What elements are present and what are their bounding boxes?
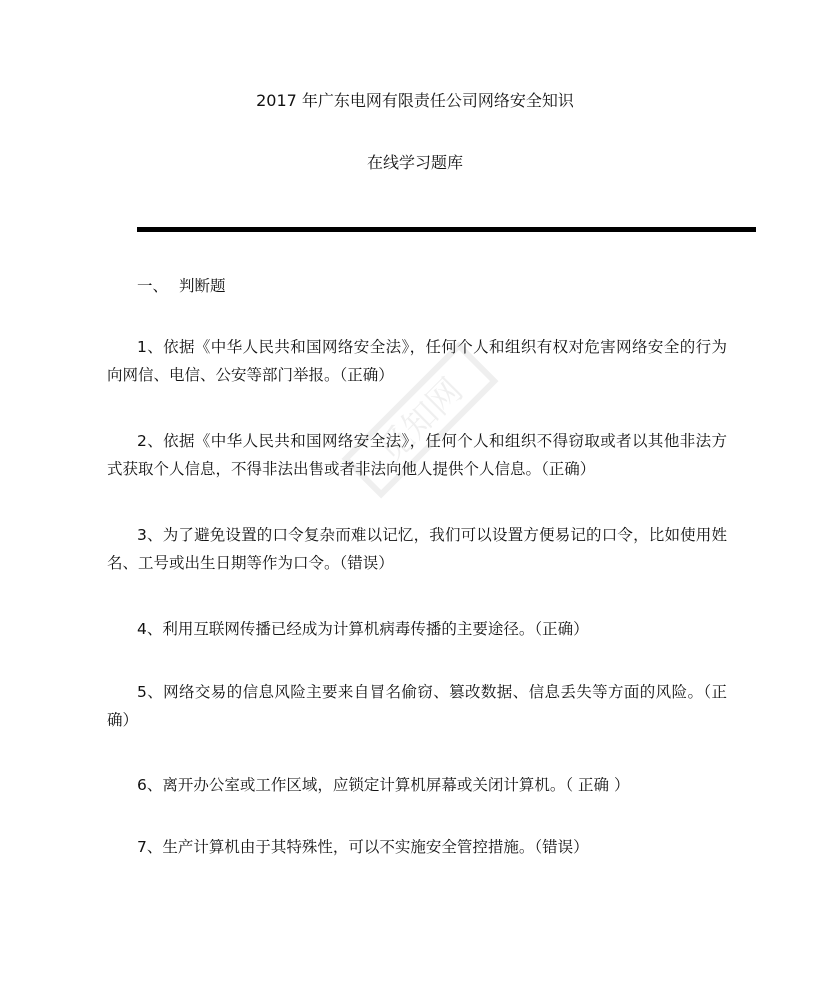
question-item: 1、依据《中华人民共和国网络安全法》，任何个人和组织有权对危害网络安全的行为向网信、电信、公安等部门举报。（正确） bbox=[107, 338, 727, 384]
watermark-text: 觅知网 bbox=[370, 370, 471, 471]
question-item: 6、离开办公室或工作区域，应锁定计算机屏幕或关闭计算机。（ 正确 ） bbox=[137, 776, 630, 794]
question-item: 3、为了避免设置的口令复杂而难以记忆，我们可以设置方便易记的口令，比如使用姓名、工号或出生日期等作为口令。（错误） bbox=[107, 526, 727, 572]
document-subtitle: 在线学习题库 bbox=[366, 153, 463, 172]
title-divider bbox=[137, 227, 756, 232]
question-item: 2、依据《中华人民共和国网络安全法》，任何个人和组织不得窃取或者以其他非法方式获取个人信息，不得非法出售或者非法向他人提供个人信息。（正确） bbox=[107, 432, 727, 478]
document-title: 2017 年广东电网有限责任公司网络安全知识 bbox=[256, 91, 574, 110]
section-number: 一、 bbox=[137, 277, 169, 295]
question-item: 7、生产计算机由于其特殊性，可以不实施安全管控措施。（错误） bbox=[137, 838, 589, 856]
question-item: 4、利用互联网传播已经成为计算机病毒传播的主要途径。（正确） bbox=[137, 620, 589, 638]
question-item: 5、网络交易的信息风险主要来自冒名偷窃、篡改数据、信息丢失等方面的风险。（正确） bbox=[107, 683, 727, 729]
section-title: 判断题 bbox=[179, 277, 226, 295]
section-heading bbox=[137, 274, 226, 296]
